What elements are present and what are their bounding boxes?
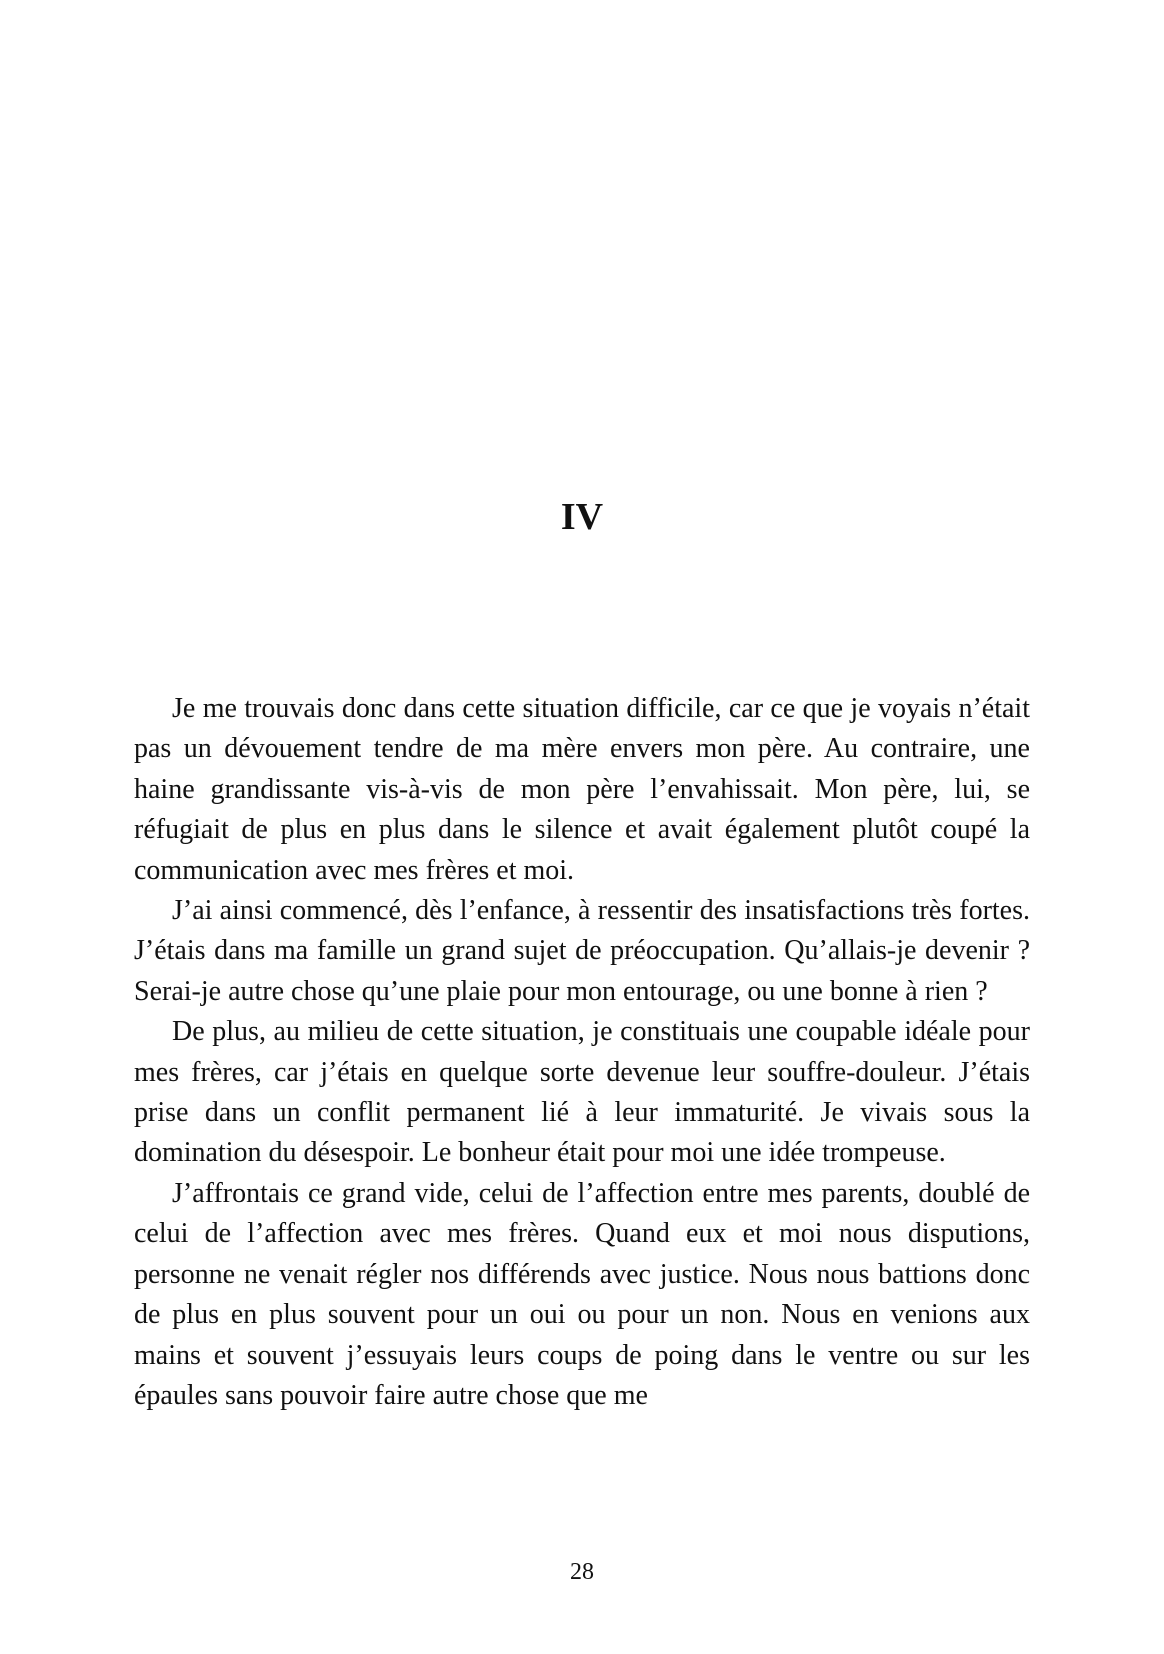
paragraph-1: Je me trouvais donc dans cette situation difficile, car ce que je voyais n’était pas un dévouement tendre de ma mère envers mon père. Au contraire, une haine grandissante vis-à-vis de mon père l’envahissait. Mon père, lui, se réfugiait de plus en plus dans le silence et avait également plutôt coupé la communication avec mes frères et moi. <box>134 693 1030 886</box>
paragraph-2: J’ai ainsi commencé, dès l’enfance, à ressentir des insatisfactions très fortes. J’étais dans ma famille un grand sujet de préoccupation. Qu’allais-je devenir ? Serai-je autre chose qu’une plaie pour mon entourage, ou une bonne à rien ? <box>134 895 1030 1007</box>
chapter-title: IV <box>560 496 604 538</box>
paragraph-3: De plus, au milieu de cette situation, je constituais une coupable idéale pour mes frères, car j’étais en quelque sorte devenue leur souffre-douleur. J’étais prise dans un conflit permanent lié à leur immaturité. Je vivais sous la domination du désespoir. Le bonheur était pour moi une idée trompeuse. <box>134 1016 1030 1169</box>
page-number: 28 <box>570 1559 594 1585</box>
paragraph-4: J’affrontais ce grand vide, celui de l’affection entre mes parents, doublé de celui de l’affection avec mes frères. Quand eux et moi nous disputions, personne ne venait régler nos différends avec justice. Nous nous battions donc de plus en plus souvent pour un oui ou pour un non. Nous en venions aux mains et souvent j’essuyais leurs coups de poing dans le ventre ou sur les épaules sans pouvoir faire autre chose que me <box>134 1177 1030 1411</box>
body-text <box>134 689 1030 1416</box>
